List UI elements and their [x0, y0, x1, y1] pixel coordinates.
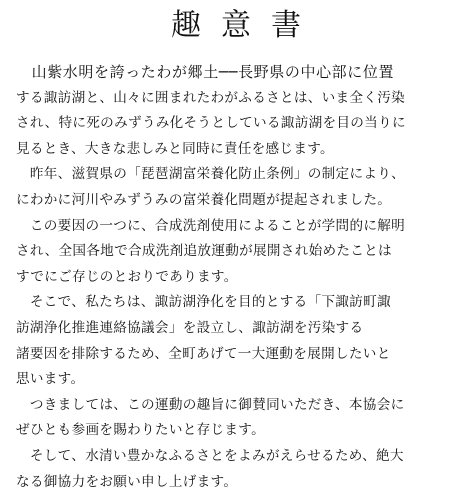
body-line: 訪湖浄化推進連絡協議会」を設立し、諏訪湖を汚染する [16, 316, 466, 342]
document-body [16, 60, 466, 495]
body-line: すでにご存じのとおりであります。 [16, 265, 466, 291]
body-line: そこで、私たちは、諏訪湖浄化を目的とする「下諏訪町諏 [16, 290, 466, 316]
body-line: され、特に死のみずうみ化そうとしている諏訪湖を目の当りに [16, 111, 466, 137]
body-line: にわかに河川やみずうみの富栄養化問題が提起されました。 [16, 188, 466, 214]
body-line: そして、水清い豊かなふるさとをよみがえらせるため、絶大 [16, 444, 466, 470]
body-line: 諸要因を排除するため、全町あげて一大運動を展開したいと [16, 342, 466, 368]
body-line: 見るとき、大きな悲しみと同時に責任を感じます。 [16, 137, 466, 163]
document-title: 趣意書 [0, 6, 472, 46]
body-line: され、全国各地で合成洗剤追放運動が展開され始めたことは [16, 239, 466, 265]
body-line: する諏訪湖と、山々に囲まれたわがふるさとは、いま全く汚染 [16, 86, 466, 112]
body-line: ぜひとも参画を賜わりたいと存じます。 [16, 418, 466, 444]
body-line: 昨年、滋賀県の「琵琶湖富栄養化防止条例」の制定により、 [16, 162, 466, 188]
body-line: なる御協力をお願い申し上げます。 [16, 470, 466, 495]
body-line: この要因の一つに、合成洗剤使用によることが学問的に解明 [16, 214, 466, 240]
body-line: 思います。 [16, 367, 466, 393]
body-line: つきましては、この運動の趣旨に御賛同いただき、本協会に [16, 393, 466, 419]
body-line: 山紫水明を誇ったわが郷土──長野県の中心部に位置 [16, 60, 466, 86]
